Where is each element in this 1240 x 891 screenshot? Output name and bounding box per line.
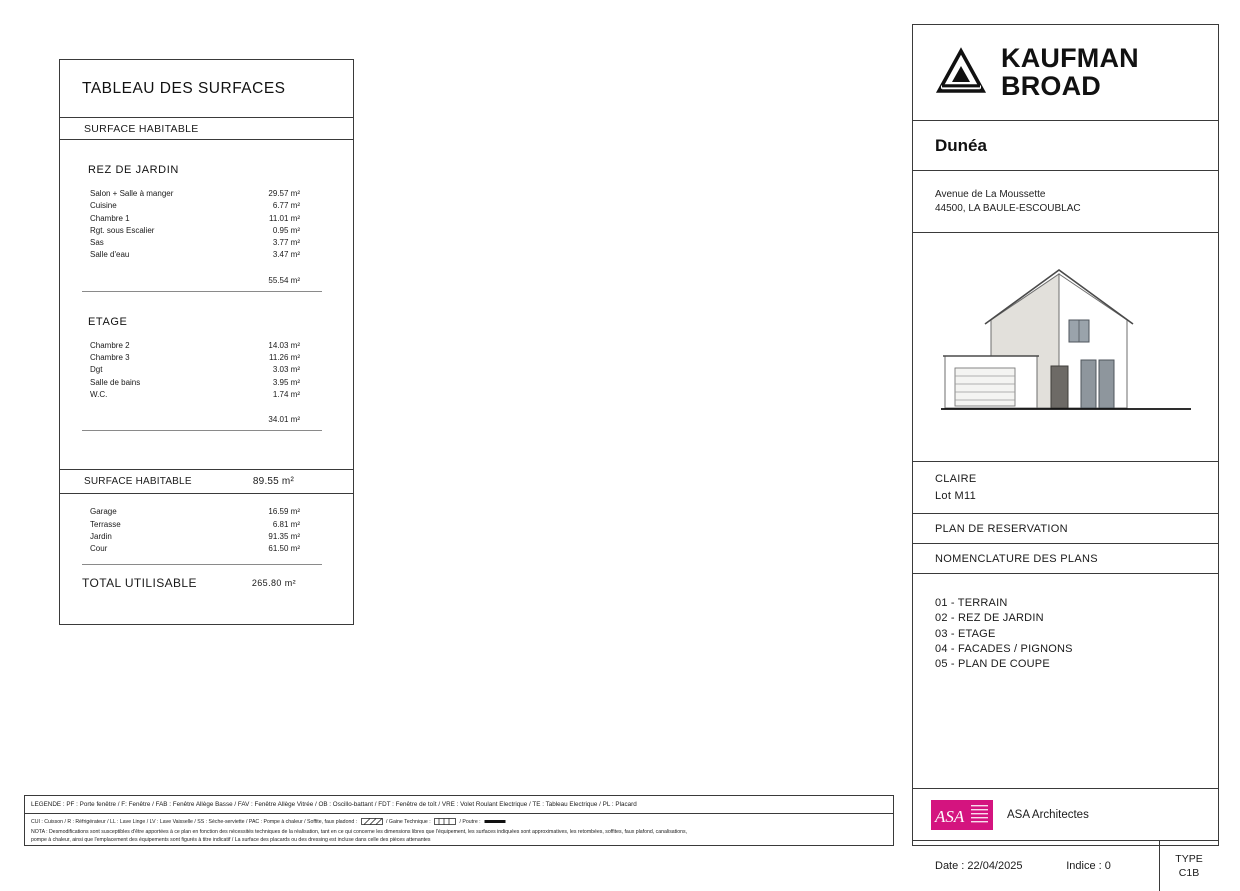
list-item: 05 - PLAN DE COUPE bbox=[935, 658, 1050, 671]
table-row bbox=[60, 389, 353, 401]
table-row bbox=[60, 377, 353, 389]
row-label: Chambre 3 bbox=[90, 353, 130, 363]
section-title-etage: ETAGE bbox=[88, 315, 128, 328]
svg-text:ASA: ASA bbox=[935, 806, 965, 826]
row-label: Salle de bains bbox=[90, 377, 141, 387]
client-and-lot bbox=[913, 462, 1218, 514]
legend-line-2-a: CUI : Cuisson / R : Réfrigérateur / LL : Lave Linge / LV : Lave Vaisselle / SS : Sèche-serviette / PAC : Pompe à chaleur / Soffite, faux pladond : bbox=[31, 818, 358, 825]
kaufman-broad-logo bbox=[913, 25, 1218, 121]
row-value: 3.77 m² bbox=[272, 238, 300, 248]
row-label: Chambre 2 bbox=[90, 340, 130, 350]
subtotal-label bbox=[90, 415, 240, 424]
row-value: 3.47 m² bbox=[272, 250, 300, 260]
row-value: 6.77 m² bbox=[272, 201, 300, 211]
lot-number: Lot M11 bbox=[935, 489, 977, 502]
soffite-hatch-icon bbox=[361, 818, 383, 825]
list-item: 03 - ETAGE bbox=[935, 627, 996, 640]
subtotal-label bbox=[90, 276, 240, 285]
gaine-technique-icon bbox=[434, 818, 456, 825]
table-row bbox=[60, 249, 353, 261]
table-row bbox=[60, 506, 353, 518]
row-label: W.C. bbox=[90, 389, 108, 399]
surface-table-title: TABLEAU DES SURFACES bbox=[60, 60, 353, 118]
row-value: 3.95 m² bbox=[272, 377, 300, 387]
architect-name: ASA Architectes bbox=[1007, 808, 1089, 821]
row-label: Terrasse bbox=[90, 519, 121, 529]
row-value: 91.35 m² bbox=[268, 531, 300, 541]
row-label: Garage bbox=[90, 507, 117, 517]
row-label: Salon + Salle à manger bbox=[90, 189, 174, 198]
total-label: TOTAL UTILISABLE bbox=[82, 576, 197, 591]
plan-indice: Indice : 0 bbox=[1066, 860, 1111, 872]
surface-table-body bbox=[60, 140, 353, 601]
list-item: 04 - FACADES / PIGNONS bbox=[935, 642, 1073, 655]
row-label: Jardin bbox=[90, 531, 112, 541]
row-value: 0.95 m² bbox=[272, 225, 300, 235]
row-label: Dgt bbox=[90, 365, 103, 375]
list-item: 01 - TERRAIN bbox=[935, 597, 1008, 609]
plan-type bbox=[1159, 841, 1218, 891]
total-value: 265.80 m² bbox=[251, 578, 296, 589]
row-label: Sas bbox=[90, 238, 104, 248]
legend-line-2-b: / Gaine Technique : bbox=[386, 818, 431, 825]
row-value: 6.81 m² bbox=[272, 519, 300, 529]
plan-kind: PLAN DE RESERVATION bbox=[913, 514, 1218, 544]
house-elevation-drawing bbox=[941, 260, 1191, 435]
title-block-footer bbox=[913, 841, 1218, 891]
kaufman-broad-mark-icon bbox=[935, 47, 987, 99]
type-value: C1B bbox=[1178, 867, 1200, 879]
annexes-rows bbox=[60, 506, 353, 555]
architect-block bbox=[913, 789, 1218, 841]
address-line-2: 44500, LA BAULE-ESCOUBLAC bbox=[935, 202, 1081, 214]
legend-box bbox=[24, 795, 894, 846]
row-label: Cour bbox=[90, 544, 108, 554]
house-elevation-image bbox=[913, 233, 1218, 462]
surface-table-subheader: SURFACE HABITABLE bbox=[60, 118, 353, 140]
table-row bbox=[60, 340, 353, 352]
row-value: 29.57 m² bbox=[268, 189, 300, 198]
logo-line-2: BROAD bbox=[1001, 70, 1101, 101]
row-label: Chambre 1 bbox=[90, 213, 130, 223]
row-label: SURFACE HABITABLE bbox=[84, 476, 192, 488]
section-title-rez-de-jardin: REZ DE JARDIN bbox=[88, 164, 179, 176]
row-label: Rgt. sous Escalier bbox=[90, 225, 155, 235]
total-utilisable-row bbox=[60, 565, 353, 601]
row-value: 89.55 m² bbox=[252, 476, 294, 488]
section-subtotal-rez-de-jardin bbox=[60, 276, 353, 285]
poutre-icon bbox=[484, 818, 506, 825]
surface-table bbox=[59, 59, 354, 625]
table-row bbox=[60, 519, 353, 531]
logo-line-1: KAUFMAN bbox=[1001, 42, 1139, 73]
table-row bbox=[60, 352, 353, 364]
row-value: 14.03 m² bbox=[268, 340, 300, 350]
row-value: 16.59 m² bbox=[268, 507, 300, 517]
table-row bbox=[60, 213, 353, 225]
project-address bbox=[913, 171, 1218, 233]
legend-line-2-c: / Poutre : bbox=[459, 818, 481, 825]
legend-line-1: LEGENDE : PF : Porte fenêtre / F: Fenêtre / FAB : Fenêtre Allège Basse / FAV : Fenêtre Allège Vitrée / OB : Oscillo-battant / FDT : Fenêtre de toït / VRE : Volet Roulant Electrique / TE : Tableau Electrique / PL : Placard bbox=[25, 796, 893, 814]
row-label: Salle d'eau bbox=[90, 250, 130, 260]
legend-line-2 bbox=[31, 818, 887, 826]
section-subtotal-etage bbox=[60, 415, 353, 424]
table-row bbox=[60, 200, 353, 212]
section-rows-etage bbox=[60, 340, 353, 401]
nomenclature-list bbox=[913, 574, 1218, 789]
row-value: 11.26 m² bbox=[269, 353, 300, 363]
title-block bbox=[912, 24, 1219, 879]
row-value: 11.01 m² bbox=[269, 213, 300, 223]
row-value: 3.03 m² bbox=[272, 365, 300, 375]
table-row bbox=[60, 531, 353, 543]
row-value: 1.74 m² bbox=[272, 389, 300, 399]
nomenclature-title: NOMENCLATURE DES PLANS bbox=[913, 544, 1218, 574]
section-rows-rez-de-jardin bbox=[60, 188, 353, 262]
row-value: 61.50 m² bbox=[268, 544, 300, 554]
legend-lower bbox=[25, 814, 893, 845]
list-item: 02 - REZ DE JARDIN bbox=[935, 612, 1044, 625]
asa-logo-icon bbox=[931, 800, 993, 830]
plan-date: Date : 22/04/2025 bbox=[935, 860, 1023, 872]
program-name: Dunéa bbox=[913, 121, 1218, 171]
surface-habitable-total-row bbox=[60, 470, 353, 494]
table-row bbox=[60, 188, 353, 200]
row-label: Cuisine bbox=[90, 201, 117, 211]
table-row bbox=[60, 225, 353, 237]
table-row bbox=[60, 543, 353, 555]
subtotal-value: 34.01 m² bbox=[268, 415, 300, 425]
client-name: CLAIRE bbox=[935, 472, 977, 485]
legend-nota-1: NOTA : Desmodifications sont susceptibles d'être apportées à ce plan en fonction des nécessités techniques de la réalisation, tant en ce qui concerne les dimensions libres que l'équipement, les surfaces indiquées sont approximatives, les retombées, soffites, faux plafond, canalisations, bbox=[31, 828, 688, 835]
address-line-1: Avenue de La Moussette bbox=[935, 188, 1046, 200]
table-row bbox=[60, 237, 353, 249]
subtotal-value: 55.54 m² bbox=[268, 275, 300, 285]
table-row bbox=[60, 364, 353, 376]
legend-nota-2: pompe à chaleur, ainsi que l'emplacement des équipements sont figurés à titre indicatif / La surface des placards ou des dressing est incluse dans celle des pièces attenantes bbox=[31, 836, 431, 843]
type-label: TYPE bbox=[1175, 853, 1203, 865]
kaufman-broad-wordmark bbox=[1001, 42, 1139, 101]
